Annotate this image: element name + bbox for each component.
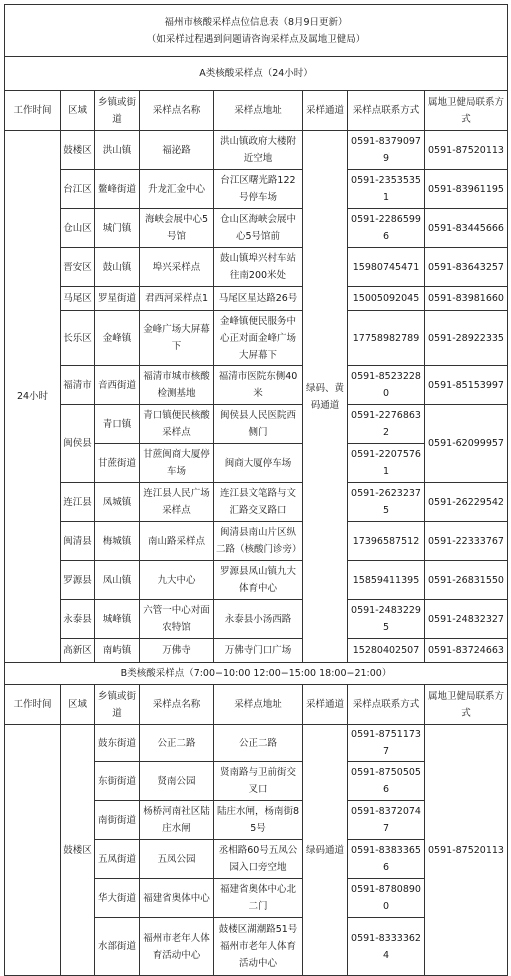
- site-name-cell: 贤南公园: [140, 762, 214, 801]
- site-name-cell: 福州市老年人体育活动中心: [140, 918, 214, 976]
- site-address-cell: 金峰镇便民服务中心正对面金峰广场大屏幕下: [214, 311, 303, 366]
- site-name-cell: 埠兴采样点: [140, 248, 214, 287]
- site-address-cell: 连江县文笔路与文汇路交叉路口: [214, 483, 303, 522]
- site-name-cell: 甘蔗闽商大厦停车场: [140, 444, 214, 483]
- title-cell: [5, 5, 508, 57]
- site-address-cell: 贤南路与卫前街交叉口: [214, 762, 303, 801]
- header-cell: 区域: [61, 685, 95, 725]
- document-subtitle: （如采样过程遇到问题请咨询采样点及属地卫健局）: [146, 33, 366, 45]
- site-name-cell: 杨桥河南社区陆庄水闸: [140, 801, 214, 840]
- site-address-cell: 罗源县凤山镇九大体育中心: [214, 561, 303, 600]
- town-cell: 南街街道: [95, 801, 140, 840]
- site-address-cell: 福清市医院东侧40米: [214, 366, 303, 405]
- table-row: [5, 405, 508, 444]
- site-phone-cell: 15280402507: [348, 639, 425, 663]
- town-cell: 凤城镇: [95, 483, 140, 522]
- region-cell: 马尾区: [61, 287, 95, 311]
- header-cell: 属地卫健局联系方式: [425, 91, 508, 131]
- site-address-cell: 闽侯县人民医院西侧门: [214, 405, 303, 444]
- site-phone-cell: 0591-22768632: [348, 405, 425, 444]
- table-row: [5, 483, 508, 522]
- town-cell: 罗星街道: [95, 287, 140, 311]
- table-row: [5, 561, 508, 600]
- town-cell: 金峰镇: [95, 311, 140, 366]
- site-address-cell: 马尾区星达路26号: [214, 287, 303, 311]
- town-cell: 华大街道: [95, 879, 140, 918]
- site-name-cell: 海峡会展中心5号馆: [140, 209, 214, 248]
- table-row: [5, 639, 508, 663]
- section-a-title: A类核酸采样点（24小时）: [5, 57, 508, 91]
- bureau-phone-cell: 0591-26831550: [425, 561, 508, 600]
- site-address-cell: 闽清县南山片区纵二路（核酸门诊旁）: [214, 522, 303, 561]
- region-cell: 晋安区: [61, 248, 95, 287]
- site-phone-cell: 0591-23535351: [348, 170, 425, 209]
- bureau-phone-cell: 0591-83961195: [425, 170, 508, 209]
- region-cell: 连江县: [61, 483, 95, 522]
- bureau-phone-cell: 0591-24832327: [425, 600, 508, 639]
- region-cell: 仓山区: [61, 209, 95, 248]
- header-cell: 采样通道: [303, 91, 348, 131]
- site-name-cell: 五凤公园: [140, 840, 214, 879]
- site-address-cell: 洪山镇政府大楼附近空地: [214, 131, 303, 170]
- table-row: [5, 725, 508, 762]
- bureau-phone-cell: 0591-83643257: [425, 248, 508, 287]
- bureau-phone-cell: 0591-87520113: [425, 725, 508, 976]
- site-name-cell: 金峰广场大屏幕下: [140, 311, 214, 366]
- bureau-phone-cell: 0591-26229542: [425, 483, 508, 522]
- work-time-cell: [5, 725, 61, 976]
- region-cell: 鼓楼区: [61, 725, 95, 976]
- site-name-cell: 福泌路: [140, 131, 214, 170]
- site-phone-cell: 0591-87808900: [348, 879, 425, 918]
- site-phone-cell: 0591-83833656: [348, 840, 425, 879]
- site-phone-cell: 15005092045: [348, 287, 425, 311]
- header-cell: 采样点地址: [214, 685, 303, 725]
- region-cell: 福清市: [61, 366, 95, 405]
- table-row: [5, 522, 508, 561]
- town-cell: 城峰镇: [95, 600, 140, 639]
- region-cell: 闽侯县: [61, 405, 95, 483]
- town-cell: 洪山镇: [95, 131, 140, 170]
- work-time-cell: 24小时: [5, 131, 61, 663]
- site-phone-cell: 0591-24832295: [348, 600, 425, 639]
- section-b-title: B类核酸采样点（7:00−10:00 12:00−15:00 18:00−21:00）: [5, 663, 508, 685]
- bureau-phone-cell: 0591-83981660: [425, 287, 508, 311]
- site-address-cell: 福建省奥体中心北二门: [214, 879, 303, 918]
- section-a-header-row: [5, 91, 508, 131]
- town-cell: 南屿镇: [95, 639, 140, 663]
- site-phone-cell: 17758982789: [348, 311, 425, 366]
- table-row: [5, 170, 508, 209]
- region-cell: 闽清县: [61, 522, 95, 561]
- site-name-cell: 君西河采样点1: [140, 287, 214, 311]
- site-name-cell: 万佛寺: [140, 639, 214, 663]
- header-cell: 乡镇或街道: [95, 685, 140, 725]
- header-cell: 采样点名称: [140, 685, 214, 725]
- site-name-cell: 连江县人民广场采样点: [140, 483, 214, 522]
- town-cell: 城门镇: [95, 209, 140, 248]
- header-cell: 工作时间: [5, 91, 61, 131]
- header-cell: 工作时间: [5, 685, 61, 725]
- site-phone-cell: 0591-26232375: [348, 483, 425, 522]
- header-cell: 采样通道: [303, 685, 348, 725]
- table-row: [5, 248, 508, 287]
- site-phone-cell: 0591-83790979: [348, 131, 425, 170]
- town-cell: 凤山镇: [95, 561, 140, 600]
- site-name-cell: 九大中心: [140, 561, 214, 600]
- site-phone-cell: 15980745471: [348, 248, 425, 287]
- site-phone-cell: 0591-22865996: [348, 209, 425, 248]
- site-address-cell: 永泰县小汤西路: [214, 600, 303, 639]
- region-cell: 长乐区: [61, 311, 95, 366]
- site-address-cell: 鼓楼区湖潮路51号福州市老年人体育活动中心: [214, 918, 303, 976]
- site-name-cell: 南山路采样点: [140, 522, 214, 561]
- site-name-cell: 升龙汇金中心: [140, 170, 214, 209]
- bureau-phone-cell: 0591-28922335: [425, 311, 508, 366]
- header-cell: 乡镇或街道: [95, 91, 140, 131]
- section-b-title-row: [5, 663, 508, 685]
- town-cell: 梅城镇: [95, 522, 140, 561]
- town-cell: 音西街道: [95, 366, 140, 405]
- site-phone-cell: 0591-83720747: [348, 801, 425, 840]
- header-cell: 采样点联系方式: [348, 685, 425, 725]
- site-phone-cell: 0591-87505056: [348, 762, 425, 801]
- bureau-phone-cell: 0591-22333767: [425, 522, 508, 561]
- site-name-cell: 福建省奥体中心: [140, 879, 214, 918]
- table-row: [5, 209, 508, 248]
- town-cell: 鳌峰街道: [95, 170, 140, 209]
- town-cell: 青口镇: [95, 405, 140, 444]
- header-cell: 采样点地址: [214, 91, 303, 131]
- site-phone-cell: 0591-22075761: [348, 444, 425, 483]
- table-row: [5, 287, 508, 311]
- table-row: [5, 600, 508, 639]
- site-name-cell: 公正二路: [140, 725, 214, 762]
- header-cell: 采样点联系方式: [348, 91, 425, 131]
- table-row: [5, 311, 508, 366]
- town-cell: 五凤街道: [95, 840, 140, 879]
- site-address-cell: 台江区曙光路122号停车场: [214, 170, 303, 209]
- town-cell: 鼓东街道: [95, 725, 140, 762]
- site-name-cell: 青口镇便民核酸采样点: [140, 405, 214, 444]
- site-address-cell: 仓山区海峡会展中心5号馆前: [214, 209, 303, 248]
- table-row: [5, 131, 508, 170]
- site-phone-cell: 0591-85232280: [348, 366, 425, 405]
- region-cell: 台江区: [61, 170, 95, 209]
- bureau-phone-cell: 0591-87520113: [425, 131, 508, 170]
- section-a-title-row: [5, 57, 508, 91]
- site-phone-cell: 15859411395: [348, 561, 425, 600]
- site-address-cell: 陆庄水闸，杨南街85号: [214, 801, 303, 840]
- site-address-cell: 丞相路60号五凤公园入口旁空地: [214, 840, 303, 879]
- sampling-sites-table: [4, 4, 508, 976]
- site-name-cell: 六管一中心对面农特馆: [140, 600, 214, 639]
- bureau-phone-cell: 0591-83724663: [425, 639, 508, 663]
- site-address-cell: 公正二路: [214, 725, 303, 762]
- region-cell: 鼓楼区: [61, 131, 95, 170]
- site-phone-cell: 17396587512: [348, 522, 425, 561]
- town-cell: 水部街道: [95, 918, 140, 976]
- bureau-phone-cell: 0591-83445666: [425, 209, 508, 248]
- section-b-header-row: [5, 685, 508, 725]
- table-row: [5, 366, 508, 405]
- header-cell: 属地卫健局联系方式: [425, 685, 508, 725]
- document-title: 福州市核酸采样点位信息表（8月9日更新）: [164, 16, 348, 28]
- header-cell: 区域: [61, 91, 95, 131]
- site-phone-cell: 0591-83333624: [348, 918, 425, 976]
- site-address-cell: 闽商大厦停车场: [214, 444, 303, 483]
- region-cell: 罗源县: [61, 561, 95, 600]
- bureau-phone-cell: 0591-85153997: [425, 366, 508, 405]
- site-address-cell: 万佛寺门口广场: [214, 639, 303, 663]
- channel-cell: 绿码通道: [303, 725, 348, 976]
- site-name-cell: 福清市城市核酸检测基地: [140, 366, 214, 405]
- site-phone-cell: 0591-87511737: [348, 725, 425, 762]
- title-row: [5, 5, 508, 57]
- town-cell: 甘蔗街道: [95, 444, 140, 483]
- channel-cell: 绿码、黄码通道: [303, 131, 348, 663]
- site-address-cell: 鼓山镇埠兴村车站往南200米处: [214, 248, 303, 287]
- bureau-phone-cell: 0591-62099957: [425, 405, 508, 483]
- town-cell: 东街街道: [95, 762, 140, 801]
- region-cell: 永泰县: [61, 600, 95, 639]
- region-cell: 高新区: [61, 639, 95, 663]
- header-cell: 采样点名称: [140, 91, 214, 131]
- town-cell: 鼓山镇: [95, 248, 140, 287]
